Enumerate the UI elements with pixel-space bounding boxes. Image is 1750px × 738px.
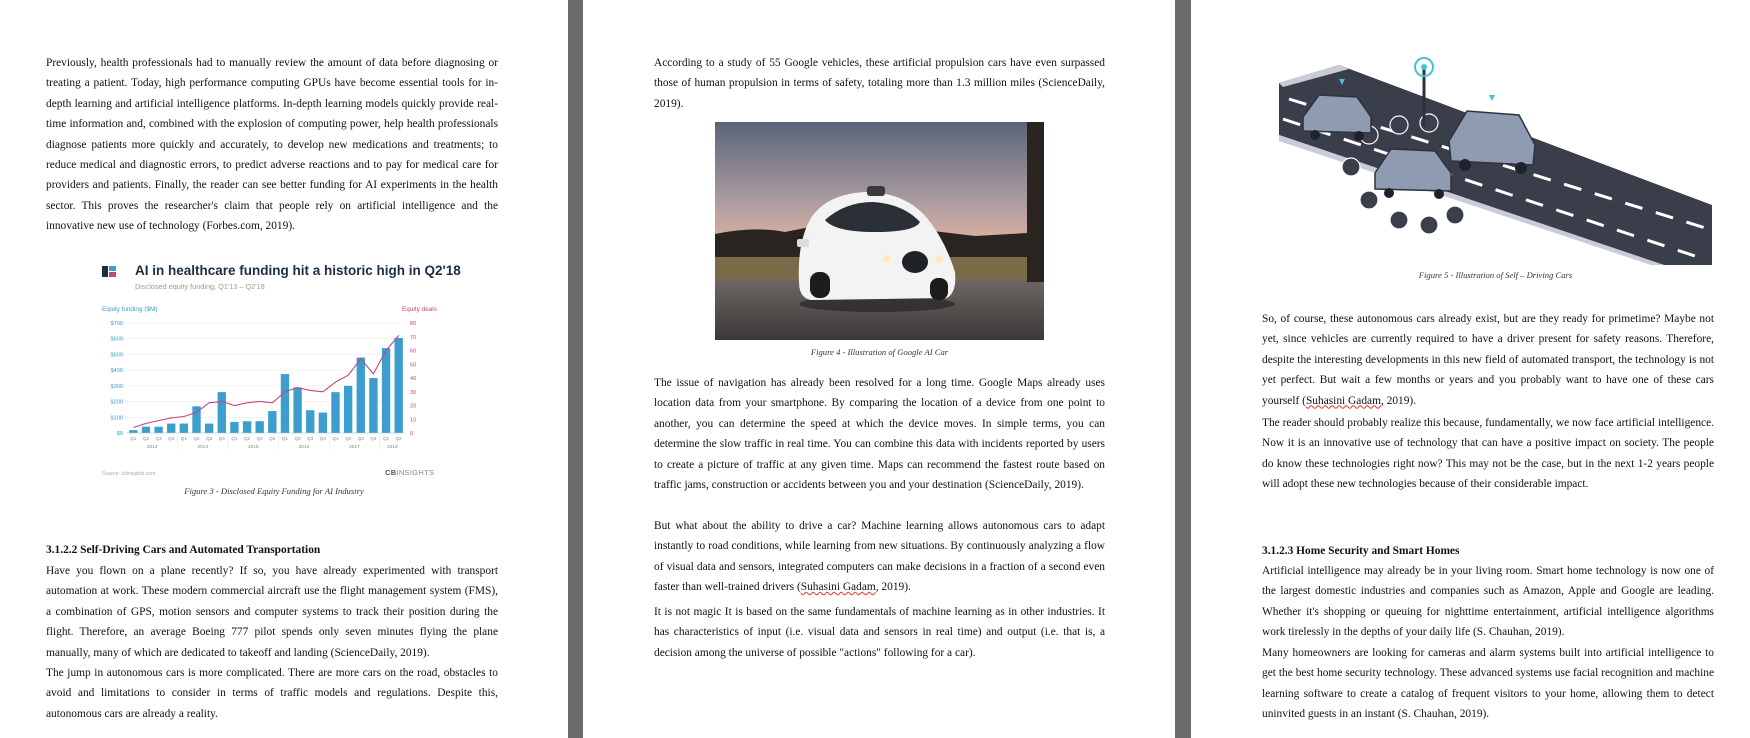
citation-author: Suhasini Gadam bbox=[1305, 394, 1381, 407]
chart-bar bbox=[218, 392, 226, 433]
y-tick-label: $700 bbox=[110, 321, 123, 327]
chart-bar bbox=[281, 374, 289, 433]
paragraph bbox=[654, 516, 1105, 598]
y-tick-label: $400 bbox=[110, 368, 123, 375]
x-tick-label: Q2 bbox=[142, 436, 150, 441]
y2-tick-label: 10 bbox=[410, 417, 417, 424]
paragraph-end: , 2019). bbox=[1380, 394, 1417, 407]
chart-bar bbox=[142, 427, 150, 433]
document-page-2 bbox=[583, 0, 1175, 738]
y2-tick-label: 0 bbox=[410, 431, 414, 437]
chart-bar bbox=[268, 411, 276, 433]
x-tick-label: Q1 bbox=[130, 436, 137, 441]
paragraph-end: , 2019). bbox=[875, 581, 911, 594]
x-tick-label: Q2 bbox=[395, 436, 402, 441]
x-tick-label: Q4 bbox=[168, 436, 175, 441]
x-tick-label: Q1 bbox=[180, 436, 187, 441]
citation-author: Suhasini Gadam bbox=[800, 581, 876, 594]
figure-caption: Figure 5 - Illustration of Self – Driving Cars bbox=[1418, 270, 1573, 280]
chart-bar bbox=[205, 424, 213, 433]
year-label: 2015 bbox=[248, 445, 259, 450]
chart-title: AI in healthcare funding hit a historic high in Q2'18 bbox=[135, 263, 461, 278]
y-tick-label: $0 bbox=[116, 431, 123, 437]
google-car-photo bbox=[715, 122, 1044, 340]
x-tick-label: Q4 bbox=[269, 436, 276, 441]
x-tick-label: Q2 bbox=[243, 436, 251, 441]
cb-insights-brand bbox=[385, 468, 434, 477]
chart-bar bbox=[395, 338, 403, 433]
y2-tick-label: 50 bbox=[410, 362, 417, 369]
section-heading: 3.1.2.2 Self-Driving Cars and Automated Transportation bbox=[46, 544, 321, 556]
y-tick-label: $300 bbox=[110, 383, 123, 390]
paragraph: The reader should probably realize this because, fundamentally, we now face artificial intelligence. Now it is an innovative use of technology that can have a positive impact on society. The people do know these technologies right now? This may not be the case, but in the next 1-2 years people will adopt these new technologies because of their considerable impact. bbox=[1262, 417, 1714, 491]
x-tick-label: Q4 bbox=[319, 436, 326, 441]
chart-bar bbox=[167, 424, 175, 433]
year-label: 2014 bbox=[197, 445, 209, 450]
chart-subtitle: Disclosed equity funding, Q1'13 – Q2'18 bbox=[135, 282, 265, 291]
document-page-1 bbox=[0, 0, 568, 738]
y2-tick-label: 40 bbox=[410, 376, 417, 382]
chart-bar bbox=[256, 421, 264, 433]
paragraph: Many homeowners are looking for cameras and alarm systems built into artificial intelligence to get the best home security technology. These advanced systems use facial recognition and machine learning software to create a catalog of frequent visitors to your home, allowing them to detect uninvited guests in an instant (S. Chauhan, 2019). bbox=[1262, 647, 1714, 721]
chart-bar bbox=[369, 378, 377, 433]
x-tick-label: Q4 bbox=[370, 436, 377, 441]
paragraph-text: So, of course, these autonomous cars already exist, but are they ready for primetime? Maybe not yet, since vehicles are currently required to have a driver present for safety reasons. Therefore, despite the interesting developments in this new field of automated transport, the technology is not yet perfect. But wait a few months or years and you probably want to have one of these cars yourself ( bbox=[1262, 313, 1714, 407]
figure-caption: Figure 4 - Illustration of Google AI Car bbox=[810, 347, 949, 357]
y-tick-label: $600 bbox=[110, 336, 123, 343]
chart-bar bbox=[154, 427, 162, 433]
x-tick-label: Q1 bbox=[231, 436, 238, 441]
x-tick-label: Q2 bbox=[294, 436, 301, 441]
x-tick-label: Q3 bbox=[307, 436, 314, 441]
x-tick-label: Q3 bbox=[155, 436, 162, 441]
chart-bar bbox=[344, 386, 352, 433]
y2-tick-label: 30 bbox=[410, 389, 417, 396]
y-tick-label: $100 bbox=[110, 415, 123, 422]
figure-caption: Figure 3 - Disclosed Equity Funding for AI Industry bbox=[184, 486, 364, 496]
chart-bar bbox=[180, 424, 188, 433]
chart-bar bbox=[129, 430, 137, 433]
document-page-3 bbox=[1191, 0, 1750, 738]
y-tick-label: $200 bbox=[110, 399, 123, 406]
chart-bar bbox=[243, 421, 251, 433]
y2-axis-label: Equity deals bbox=[402, 306, 437, 313]
paragraph: The jump in autonomous cars is more complicated. There are more cars on the road, obstacles to avoid and limitations to consider in terms of traffic models and regulations. Despite this, autonomous cars are already a reality. bbox=[46, 667, 498, 720]
funding-chart bbox=[99, 263, 461, 483]
x-tick-label: Q3 bbox=[357, 436, 364, 441]
y-tick-label: $500 bbox=[110, 352, 123, 359]
x-tick-label: Q3 bbox=[256, 436, 263, 441]
x-tick-label: Q1 bbox=[281, 436, 289, 441]
chart-source: Source: cbinsights.com bbox=[102, 471, 156, 477]
chart-bar bbox=[357, 358, 365, 433]
y-axis-label: Equity funding ($M) bbox=[102, 306, 158, 313]
chart-plot bbox=[99, 263, 449, 483]
paragraph: According to a study of 55 Google vehicles, these artificial propulsion cars have even surpassed those of human propulsion in terms of safety, totaling more than 1.3 million miles (ScienceDaily, 2019). bbox=[654, 57, 1105, 110]
paragraph-text: But what about the ability to drive a car? Machine learning allows autonomous cars to adapt instantly to road conditions, while learning from new situations. By continuously analyzing a flow of visual data and sensors, integrated computers can make decisions in a fraction of a second even faster than well-trained drivers ( bbox=[654, 520, 1105, 594]
paragraph: Have you flown on a plane recently? If so, you have already experimented with transport automation at work. These modern commercial aircraft use the flight management system (FMS), a combination of GPS, motion sensors and computer systems to track their position during the flight. Therefore, an average Boeing 777 pilot spends only seven minutes flying the plane manually, many of which are dedicated to takeoff and landing (ScienceDaily, 2019). bbox=[46, 565, 498, 659]
x-tick-label: Q1 bbox=[382, 436, 390, 441]
chart-bar bbox=[382, 348, 390, 433]
year-label: 2018 bbox=[387, 445, 398, 450]
year-label: 2017 bbox=[349, 445, 360, 450]
section-heading: 3.1.2.3 Home Security and Smart Homes bbox=[1262, 545, 1460, 557]
chart-bar bbox=[306, 410, 314, 433]
x-tick-label: Q4 bbox=[218, 436, 225, 441]
self-driving-illustration bbox=[1279, 55, 1712, 265]
paragraph bbox=[1262, 309, 1714, 411]
paragraph: It is not magic It is based on the same fundamentals of machine learning as in other industries. It has characteristics of input (i.e. visual data and sensors in real time) and output (i.e. that is, a decision among the universe of possible "actions" following for a car). bbox=[654, 606, 1105, 659]
x-tick-label: Q2 bbox=[345, 436, 352, 441]
paragraph: The issue of navigation has already been resolved for a long time. Google Maps already uses location data from your smartphone. By comparing the location of a device from one point to another, you can determine the speed at which the device moves. In simple terms, you can determine the slow traffic in real time. You can combine this data with incidents reported by users to create a picture of traffic at any given time. Maps can recommend the fastest route based on traffic jams, construction or accidents between you and your destination (ScienceDaily, 2019). bbox=[654, 377, 1105, 492]
brand-rest: INSIGHTS bbox=[396, 468, 435, 477]
y2-tick-label: 20 bbox=[410, 403, 417, 410]
y2-tick-label: 60 bbox=[410, 348, 417, 355]
chart-bar bbox=[319, 413, 327, 433]
x-tick-label: Q1 bbox=[332, 436, 339, 441]
paragraph: Previously, health professionals had to manually review the amount of data before diagnosing or treating a patient. Today, high performance computing GPUs have become essential tools for in-depth learning and artificial intelligence platforms. In-depth learning models quickly provide real-time information and, combined with the explosion of computing power, help health professionals diagnose patients more quickly and accurately, to develop new medications and treatments; to reduce medical and diagnostic errors, to predict adverse reactions and to pay for medical care for providers and patients. Finally, the reader can see better funding for AI experiments in the health sector. This proves the researcher's claim that people rely on artificial intelligence and the innovative new use of technology (Forbes.com, 2019). bbox=[46, 57, 498, 233]
year-label: 2013 bbox=[146, 445, 158, 450]
chart-bar bbox=[230, 422, 238, 433]
year-label: 2016 bbox=[298, 445, 310, 450]
y2-tick-label: 70 bbox=[410, 334, 417, 341]
x-tick-label: Q3 bbox=[206, 436, 213, 441]
paragraph: Artificial intelligence may already be in your living room. Smart home technology is now one of the largest domestic industries and companies such as Amazon, Apple and Google are leading. Whether it's shopping or queuing for nighttime entertainment, artificial intelligence algorithms work tirelessly in the depths of your daily life (S. Chauhan, 2019). bbox=[1262, 565, 1714, 639]
y2-tick-label: 80 bbox=[410, 321, 417, 327]
chart-bar bbox=[331, 392, 339, 433]
x-tick-label: Q2 bbox=[193, 436, 200, 441]
brand-bold: CB bbox=[385, 468, 397, 477]
chart-bar bbox=[293, 387, 301, 433]
